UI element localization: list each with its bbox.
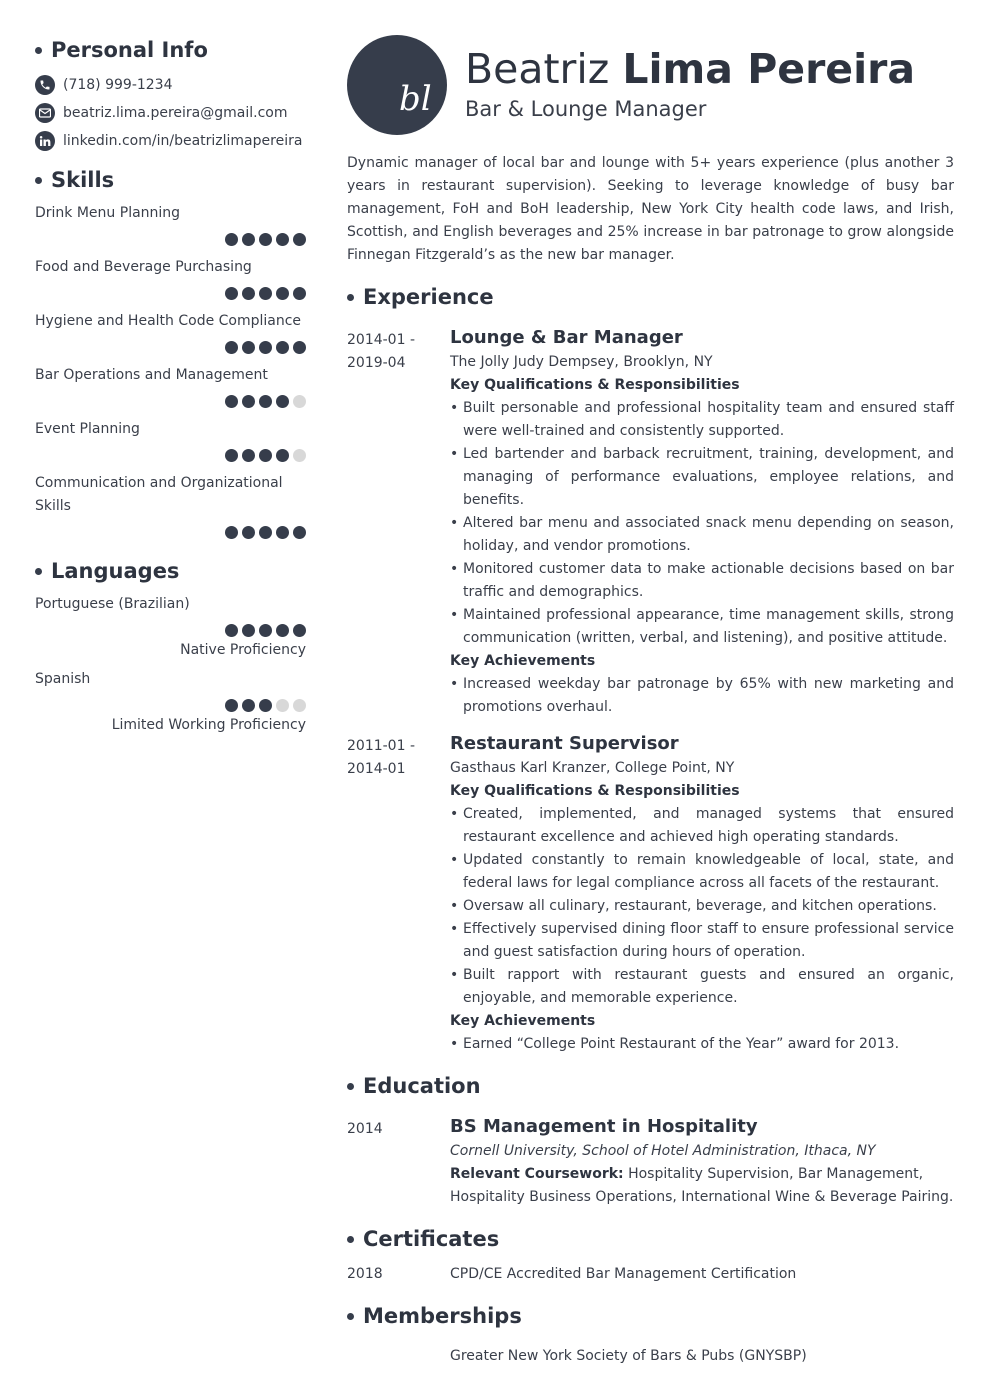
responsibilities-list	[450, 803, 954, 1010]
heading-bullet	[347, 1313, 354, 1320]
certificate-year: 2018	[347, 1266, 383, 1282]
job-title: Restaurant Supervisor	[450, 733, 679, 754]
certificates-heading: Certificates	[347, 1227, 954, 1251]
responsibilities-label: Key Qualifications & Responsibilities	[450, 783, 740, 799]
job-title: Lounge & Bar Manager	[450, 327, 683, 348]
coursework	[450, 1163, 954, 1209]
rating-dot-filled	[293, 526, 306, 539]
responsibility-item: • Led bartender and barback recruitment, training, development, and managing of performance evaluations, employee relations, and benefits.	[450, 443, 954, 512]
rating-dot-empty	[276, 699, 289, 712]
job-date-end: 2014-01	[347, 761, 406, 777]
rating-dot-filled	[225, 526, 238, 539]
job-company: Gasthaus Karl Kranzer, College Point, NY	[450, 760, 735, 776]
heading-bullet	[347, 1083, 354, 1090]
responsibilities-list	[450, 397, 954, 650]
heading-bullet	[347, 1236, 354, 1243]
languages-list	[35, 593, 306, 733]
rating-dot-filled	[259, 341, 272, 354]
monogram-avatar	[347, 35, 447, 135]
skill-item	[35, 310, 306, 354]
linkedin-row	[35, 127, 306, 155]
job-body	[450, 325, 954, 719]
rating-dot-filled	[259, 699, 272, 712]
skills-heading: Skills	[35, 168, 306, 192]
phone-number[interactable]: (718) 999-1234	[63, 77, 173, 93]
rating-dot-empty	[293, 699, 306, 712]
rating-dots	[35, 526, 306, 539]
skill-item	[35, 202, 306, 246]
achievements-list	[450, 1033, 954, 1056]
skills-list	[35, 202, 306, 539]
job-company: The Jolly Judy Dempsey, Brooklyn, NY	[450, 354, 713, 370]
rating-dot-filled	[293, 624, 306, 637]
job-dates	[347, 731, 450, 1056]
responsibilities-label: Key Qualifications & Responsibilities	[450, 377, 740, 393]
skill-name: Food and Beverage Purchasing	[35, 259, 252, 275]
rating-dot-filled	[225, 233, 238, 246]
email-row	[35, 99, 306, 127]
rating-dot-filled	[276, 449, 289, 462]
resume-header	[347, 35, 954, 135]
achievements-label: Key Achievements	[450, 653, 596, 669]
rating-dot-filled	[242, 287, 255, 300]
heading-bullet	[35, 177, 42, 184]
rating-dot-filled	[242, 395, 255, 408]
rating-dots	[35, 341, 306, 354]
responsibility-item: • Altered bar menu and associated snack menu depending on season, holiday, and vendor promotions.	[450, 512, 954, 558]
rating-dot-filled	[225, 624, 238, 637]
phone-icon	[35, 75, 55, 95]
heading-bullet	[347, 294, 354, 301]
rating-dots	[35, 287, 306, 300]
skill-item	[35, 472, 306, 539]
language-level: Limited Working Proficiency	[111, 717, 306, 733]
rating-dot-filled	[225, 699, 238, 712]
experience-heading: Experience	[347, 285, 954, 309]
skill-name: Hygiene and Health Code Compliance	[35, 313, 302, 329]
rating-dot-filled	[225, 287, 238, 300]
right-column	[347, 35, 954, 1368]
left-column	[35, 38, 306, 733]
responsibility-item: • Created, implemented, and managed systems that ensured restaurant excellence and achieved high operating standards.	[450, 803, 954, 849]
languages-heading: Languages	[35, 559, 306, 583]
achievements-list	[450, 673, 954, 719]
email-address[interactable]: beatriz.lima.pereira@gmail.com	[63, 105, 288, 121]
membership-entry	[347, 1345, 954, 1368]
full-name	[465, 43, 915, 95]
rating-dot-filled	[276, 341, 289, 354]
job-date-end: 2019-04	[347, 355, 406, 371]
job-title: Bar & Lounge Manager	[465, 97, 707, 121]
rating-dot-filled	[259, 526, 272, 539]
rating-dot-filled	[259, 287, 272, 300]
rating-dot-filled	[276, 287, 289, 300]
achievement-item: • Earned “College Point Restaurant of the Year” award for 2013.	[450, 1033, 954, 1056]
language-name: Spanish	[35, 671, 91, 687]
phone-row	[35, 71, 306, 99]
language-name: Portuguese (Brazilian)	[35, 596, 190, 612]
responsibility-item: • Oversaw all culinary, restaurant, beverage, and kitchen operations.	[450, 895, 954, 918]
skill-name: Communication and Organizational Skills	[35, 475, 283, 514]
job-entry	[347, 731, 954, 1056]
rating-dot-filled	[259, 395, 272, 408]
contact-list	[35, 71, 306, 155]
rating-dot-filled	[276, 395, 289, 408]
rating-dot-filled	[259, 449, 272, 462]
experience-list	[347, 325, 954, 1056]
skill-name: Drink Menu Planning	[35, 205, 181, 221]
language-item	[35, 593, 306, 658]
rating-dot-filled	[225, 341, 238, 354]
rating-dot-empty	[293, 395, 306, 408]
skill-item	[35, 364, 306, 408]
heading-bullet	[35, 568, 42, 575]
rating-dot-filled	[242, 341, 255, 354]
rating-dots	[35, 699, 306, 712]
rating-dot-filled	[225, 395, 238, 408]
responsibility-item: • Maintained professional appearance, time management skills, strong communication (written, verbal, and listening), and positive attitude.	[450, 604, 954, 650]
membership-name: Greater New York Society of Bars & Pubs (GNYSBP)	[450, 1348, 807, 1364]
name-block	[465, 43, 915, 121]
rating-dot-filled	[293, 341, 306, 354]
linkedin-icon	[35, 131, 55, 151]
skill-name: Event Planning	[35, 421, 140, 437]
school-name: Cornell University, School of Hotel Administration, Ithaca, NY	[450, 1143, 876, 1159]
profile-summary: Dynamic manager of local bar and lounge with 5+ years experience (plus another 3 years in restaurant supervision). Seeking to leverage knowledge of busy bar management, FoH and BoH leadership, New York City health code laws, and Irish, Scottish, and English beverages and 25% increase in bar patronage to grow alongside Finnegan Fitzgerald’s as the new bar manager.	[347, 155, 954, 263]
job-entry	[347, 325, 954, 719]
rating-dot-filled	[276, 624, 289, 637]
job-date-start: 2014-01 -	[347, 332, 415, 348]
achievements-label: Key Achievements	[450, 1013, 596, 1029]
coursework-label: Relevant Coursework:	[450, 1166, 624, 1182]
skill-item	[35, 418, 306, 462]
last-name: Lima Pereira	[622, 45, 916, 93]
rating-dot-filled	[242, 624, 255, 637]
rating-dots	[35, 233, 306, 246]
job-dates	[347, 325, 450, 719]
coursework-text: Hospitality Supervision, Bar Management, Hospitality Business Operations, International Wine & Beverage Pairing.	[450, 1166, 954, 1205]
linkedin-url[interactable]: linkedin.com/in/beatrizlimapereira	[63, 133, 303, 149]
certificate-entry	[347, 1263, 954, 1286]
rating-dot-filled	[242, 699, 255, 712]
job-date-start: 2011-01 -	[347, 738, 415, 754]
rating-dot-filled	[259, 624, 272, 637]
responsibility-item: • Built rapport with restaurant guests and ensured an organic, enjoyable, and memorable experience.	[450, 964, 954, 1010]
rating-dot-filled	[276, 233, 289, 246]
education-body	[450, 1114, 954, 1209]
degree-title: BS Management in Hospitality	[450, 1116, 758, 1137]
rating-dot-filled	[242, 526, 255, 539]
email-icon	[35, 103, 55, 123]
responsibility-item: • Monitored customer data to make actionable decisions based on bar traffic and demographics.	[450, 558, 954, 604]
memberships-heading: Memberships	[347, 1304, 954, 1328]
rating-dot-filled	[293, 233, 306, 246]
heading-bullet	[35, 47, 42, 54]
rating-dot-filled	[242, 449, 255, 462]
responsibility-item: • Updated constantly to remain knowledgeable of local, state, and federal laws for legal compliance across all facets of the restaurant.	[450, 849, 954, 895]
education-entry	[347, 1114, 954, 1209]
rating-dot-filled	[293, 287, 306, 300]
rating-dot-filled	[276, 526, 289, 539]
rating-dots	[35, 395, 306, 408]
membership-date-spacer	[347, 1345, 450, 1368]
education-year: 2014	[347, 1121, 383, 1137]
achievement-item: • Increased weekday bar patronage by 65% with new marketing and promotions overhaul.	[450, 673, 954, 719]
responsibility-item: • Built personable and professional hospitality team and ensured staff were well-trained and consistently supported.	[450, 397, 954, 443]
rating-dot-empty	[293, 449, 306, 462]
rating-dots	[35, 624, 306, 637]
language-item	[35, 668, 306, 733]
monogram-initials: bl	[399, 79, 432, 119]
rating-dot-filled	[242, 233, 255, 246]
job-body	[450, 731, 954, 1056]
first-name: Beatriz	[465, 45, 610, 93]
language-level: Native Proficiency	[180, 642, 306, 658]
personal-info-heading: Personal Info	[35, 38, 306, 62]
rating-dot-filled	[259, 233, 272, 246]
rating-dots	[35, 449, 306, 462]
certificate-name: CPD/CE Accredited Bar Management Certification	[450, 1266, 797, 1282]
responsibility-item: • Effectively supervised dining floor staff to ensure professional service and guest satisfaction during hours of operation.	[450, 918, 954, 964]
education-heading: Education	[347, 1074, 954, 1098]
rating-dot-filled	[225, 449, 238, 462]
skill-item	[35, 256, 306, 300]
skill-name: Bar Operations and Management	[35, 367, 268, 383]
